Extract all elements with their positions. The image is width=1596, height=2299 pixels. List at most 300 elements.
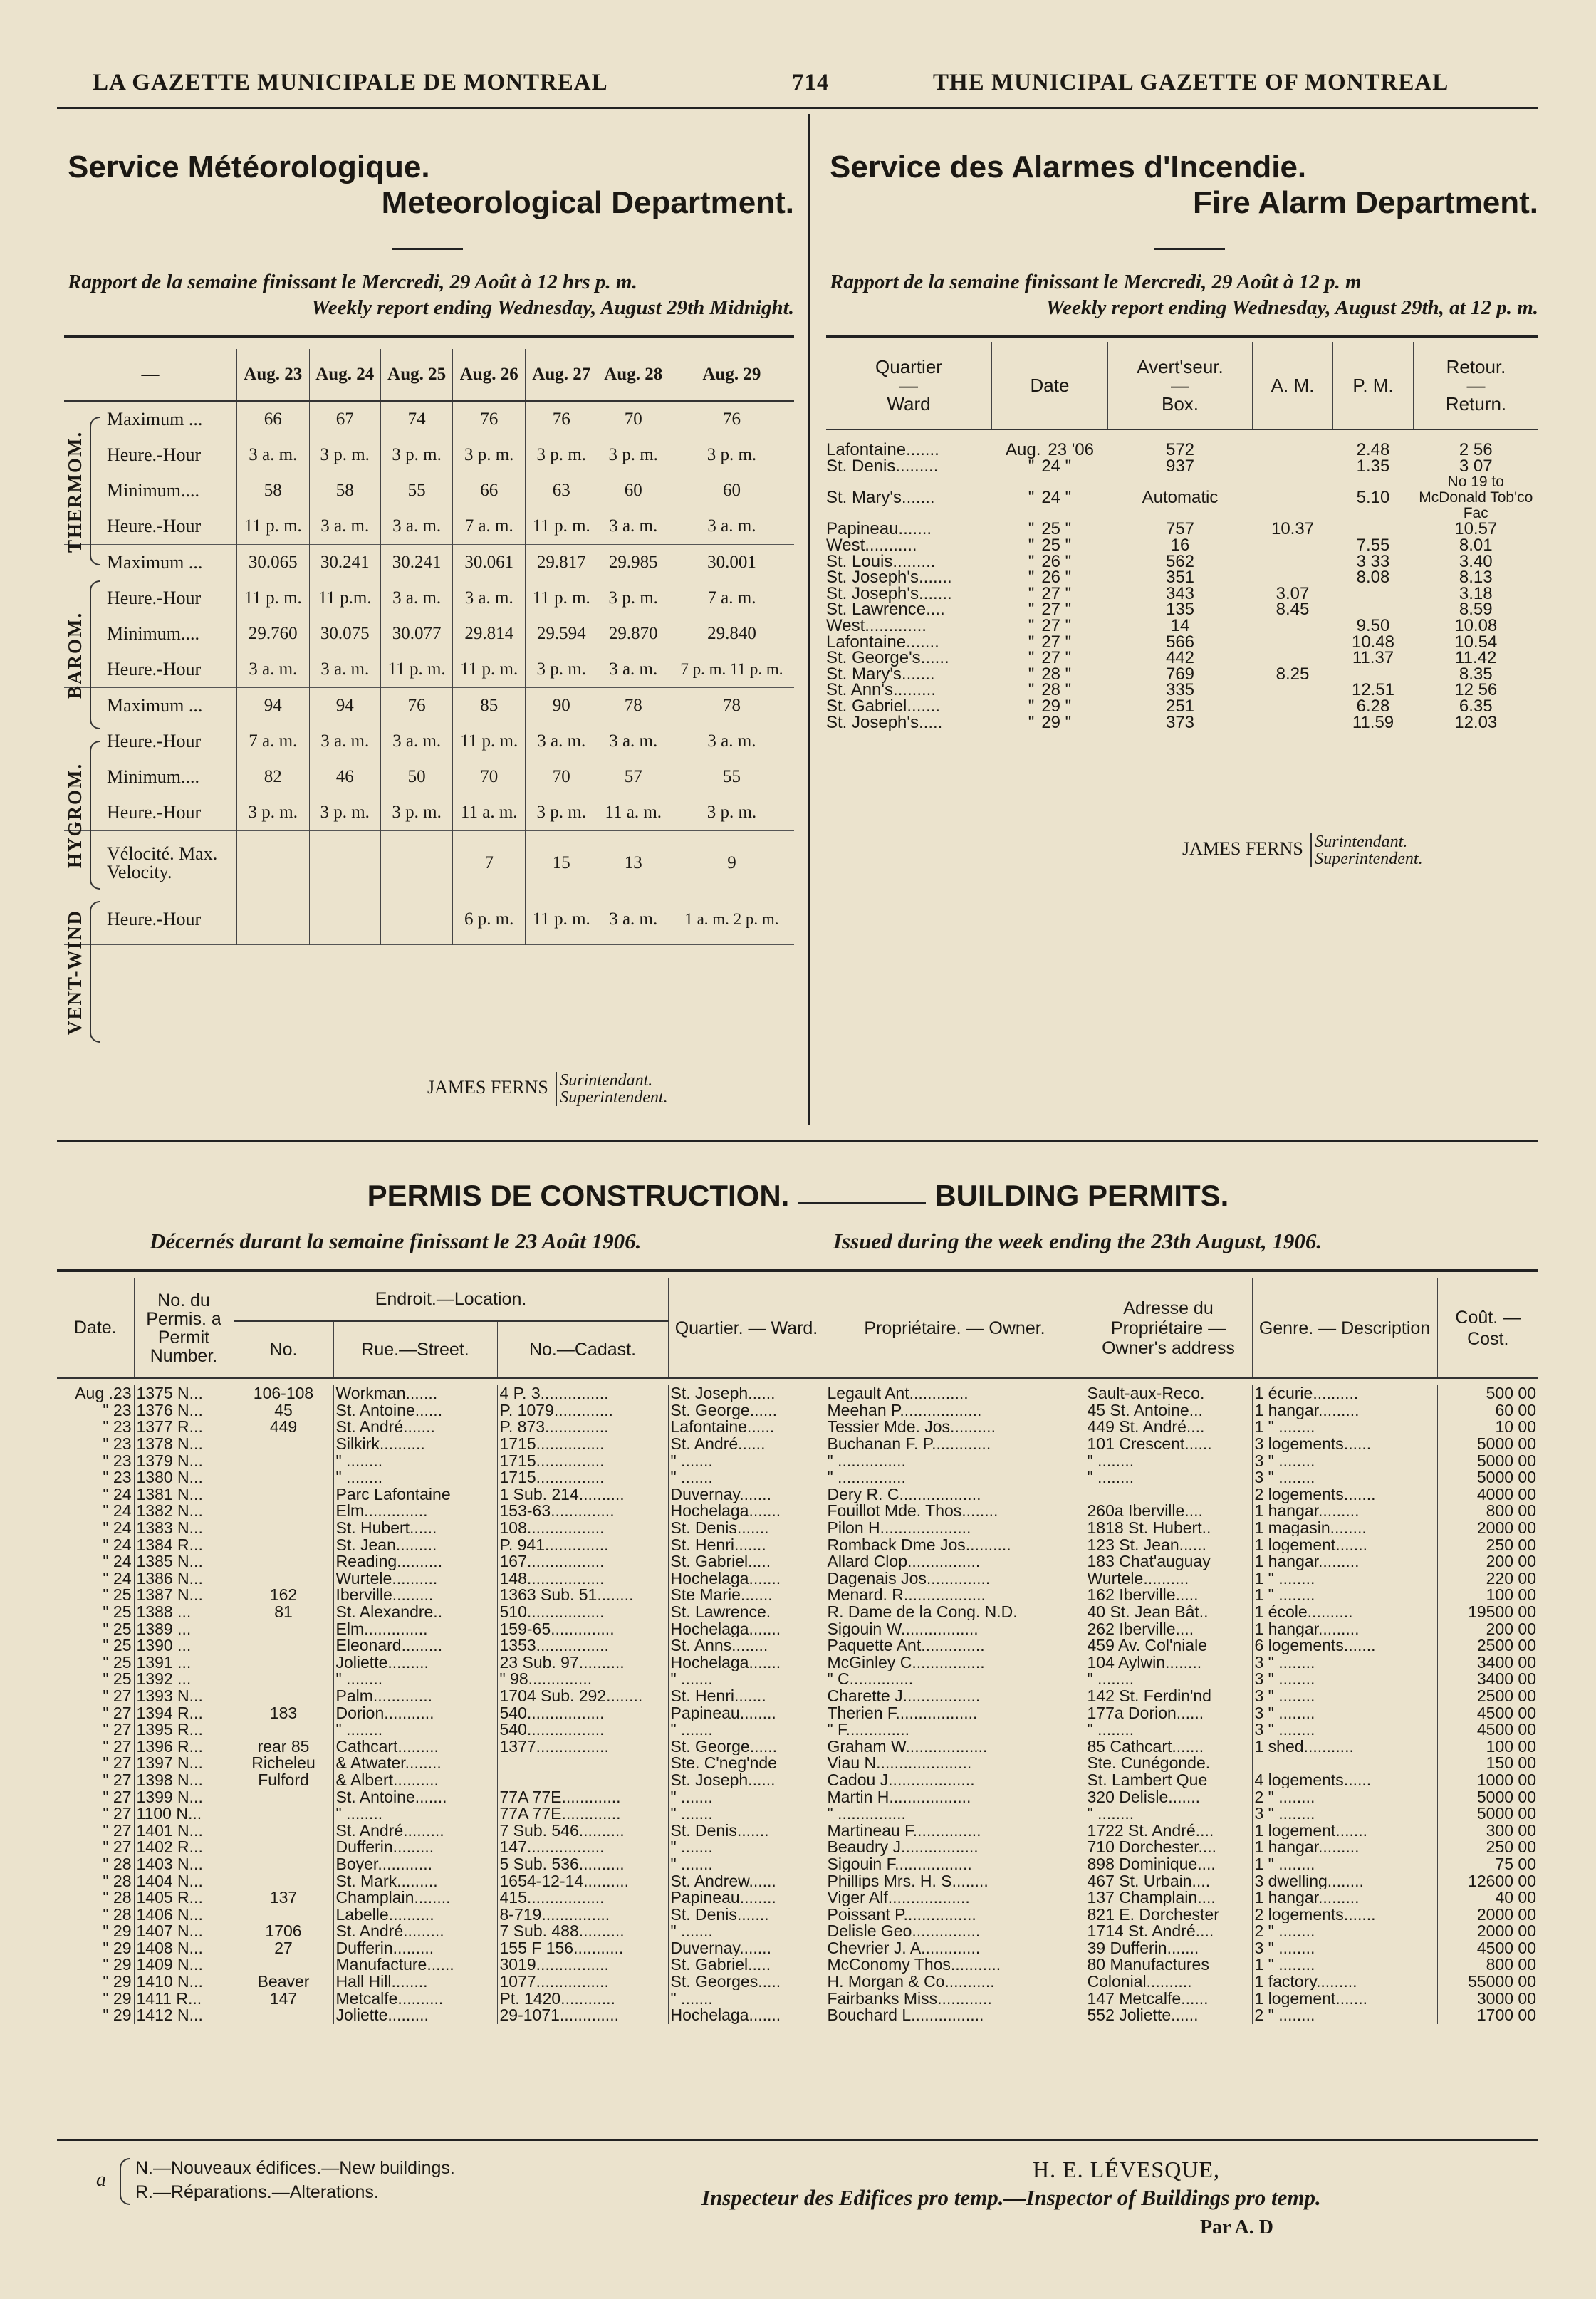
fire-title-fr: Service des Alarmes d'Incendie. bbox=[830, 150, 1307, 184]
permit-number: 1391 ... bbox=[134, 1654, 234, 1672]
permit-address: 183 Chat'auguay bbox=[1085, 1553, 1252, 1570]
meteo-row bbox=[64, 437, 794, 473]
permit-owner: Allard Clop................ bbox=[825, 1553, 1085, 1570]
fire-am: 8.45 bbox=[1276, 600, 1310, 620]
permit-row bbox=[57, 1974, 1538, 1991]
fire-box: 566 bbox=[1165, 632, 1195, 652]
meteo-cell: 3 p. m. bbox=[237, 795, 310, 831]
fire-date-day: 26 " bbox=[1041, 568, 1072, 588]
meteo-cell: 29.760 bbox=[237, 616, 310, 652]
permit-ward: St. Gabriel..... bbox=[668, 1956, 825, 1974]
permit-street: Labelle.......... bbox=[333, 1906, 497, 1923]
permit-date: " 25 bbox=[103, 1671, 132, 1688]
permit-date: " 28 bbox=[103, 1872, 132, 1889]
permit-cost: 220 00 bbox=[1437, 1570, 1538, 1588]
fire-return: 2 56 bbox=[1459, 440, 1493, 460]
fire-date-day: 25 " bbox=[1041, 536, 1072, 556]
permit-street: Parc Lafontaine bbox=[333, 1486, 497, 1503]
fire-am bbox=[1253, 618, 1333, 635]
permits-head-cadast: No.—Cadast. bbox=[497, 1321, 668, 1378]
permit-description: 1 hangar......... bbox=[1252, 1402, 1437, 1419]
permit-street: Manufacture...... bbox=[333, 1956, 497, 1974]
meteo-cell bbox=[380, 831, 453, 895]
permit-ward: " ....... bbox=[668, 1839, 825, 1856]
inspector-name: H. E. LÉVESQUE, bbox=[1033, 2157, 1220, 2182]
permit-row bbox=[57, 1906, 1538, 1923]
permit-cadast: 153-63.............. bbox=[497, 1503, 668, 1520]
permit-number: 1406 N... bbox=[134, 1906, 234, 1923]
column-divider bbox=[808, 114, 810, 1125]
permit-street: Dufferin......... bbox=[333, 1839, 497, 1856]
permit-cost: 200 00 bbox=[1437, 1553, 1538, 1570]
permit-cadast: 77A 77E............. bbox=[497, 1805, 668, 1823]
permit-cadast: 7 Sub. 546.......... bbox=[497, 1822, 668, 1839]
permit-row bbox=[57, 1385, 1538, 1402]
permit-owner: McGinley C................ bbox=[825, 1654, 1085, 1672]
meteo-cell: 30.065 bbox=[237, 545, 310, 581]
meteo-row-label: Heure.-Hour bbox=[107, 444, 202, 465]
permit-number: 1408 N... bbox=[134, 1940, 234, 1957]
fire-am: 10.37 bbox=[1271, 519, 1315, 539]
fire-ward: West........... bbox=[826, 536, 917, 556]
permit-description: 1 " ........ bbox=[1252, 1956, 1437, 1974]
permit-row bbox=[57, 1738, 1538, 1755]
meteo-cell bbox=[237, 895, 310, 945]
meteo-row-label: Minimum.... bbox=[107, 480, 200, 501]
permit-owner: " ............... bbox=[825, 1469, 1085, 1486]
fire-box: 135 bbox=[1165, 600, 1195, 620]
permit-owner: Pilon H.................... bbox=[825, 1520, 1085, 1537]
meteo-cell: 30.241 bbox=[309, 545, 380, 581]
permit-cadast: 1715............... bbox=[497, 1436, 668, 1453]
fire-date-day: 29 " bbox=[1041, 712, 1072, 732]
meteo-cell: 29.817 bbox=[526, 545, 598, 581]
permit-owner: Delisle Geo............... bbox=[825, 1923, 1085, 1940]
fire-date-month: " bbox=[1028, 551, 1035, 571]
fire-ward-en: Ward bbox=[887, 393, 931, 415]
permit-street: Eleonard......... bbox=[333, 1637, 497, 1654]
fire-row bbox=[826, 474, 1538, 521]
permit-date: " 23 bbox=[103, 1402, 132, 1419]
permit-row bbox=[57, 1419, 1538, 1436]
permit-owner: Bouchard L................ bbox=[825, 2007, 1085, 2024]
meteo-signature-name: JAMES FERNS bbox=[427, 1076, 548, 1098]
fire-row bbox=[826, 618, 1538, 635]
fire-date-day: 29 " bbox=[1041, 697, 1072, 716]
permit-date: " 25 bbox=[103, 1620, 132, 1637]
fire-ward: St. Joseph's....... bbox=[826, 568, 952, 588]
meteo-signature bbox=[427, 1072, 668, 1106]
permit-description: 3 " ........ bbox=[1252, 1940, 1437, 1957]
permit-cadast: 23 Sub. 97.......... bbox=[497, 1654, 668, 1672]
permit-address: 147 Metcalfe...... bbox=[1085, 1990, 1252, 2007]
meteo-group-brace bbox=[90, 901, 100, 1043]
fire-date-month: " bbox=[1028, 519, 1035, 539]
permit-cadast: 1 Sub. 214.......... bbox=[497, 1486, 668, 1503]
permit-date: " 27 bbox=[103, 1771, 132, 1789]
permit-street: " ........ bbox=[333, 1671, 497, 1688]
fire-table-rule bbox=[826, 335, 1538, 338]
permit-street: St. Antoine....... bbox=[333, 1788, 497, 1805]
permit-cost: 150 00 bbox=[1437, 1755, 1538, 1772]
permit-address: St. Lambert Que bbox=[1085, 1772, 1252, 1789]
meteo-row bbox=[64, 473, 794, 509]
permit-description: 1 hangar......... bbox=[1252, 1503, 1437, 1520]
meteo-cell: 46 bbox=[309, 759, 380, 795]
meteo-cell: 60 bbox=[598, 473, 669, 509]
meteo-cell: 7 a. m. bbox=[237, 724, 310, 759]
permit-number: 1411 R... bbox=[134, 1990, 234, 2007]
permit-cadast: 415................. bbox=[497, 1889, 668, 1907]
meteo-cell: 11 p. m. bbox=[453, 724, 526, 759]
permit-cadast: 148................. bbox=[497, 1570, 668, 1588]
fire-ward: Lafontaine....... bbox=[826, 632, 939, 652]
fire-pm: 6.28 bbox=[1356, 697, 1390, 716]
fire-date bbox=[992, 474, 1108, 521]
fire-am bbox=[1253, 459, 1333, 475]
permit-no bbox=[234, 1872, 333, 1889]
meteo-cell: 29.840 bbox=[669, 616, 794, 652]
permit-owner: Viau N..................... bbox=[825, 1755, 1085, 1772]
permit-date: " 27 bbox=[103, 1721, 132, 1738]
permit-number: 1380 N... bbox=[134, 1469, 234, 1486]
fire-date-month: " bbox=[1028, 664, 1035, 684]
fire-am bbox=[1253, 538, 1333, 554]
permit-date: " 29 bbox=[103, 1923, 132, 1940]
permit-description: 1 écurie.......... bbox=[1252, 1385, 1437, 1402]
permit-cost: 5000 00 bbox=[1437, 1805, 1538, 1823]
permits-title-bar bbox=[0, 1179, 1596, 1213]
permit-ward: Papineau........ bbox=[668, 1889, 825, 1907]
permit-ward: St. Joseph...... bbox=[668, 1385, 825, 1402]
permit-number: 1403 N... bbox=[134, 1856, 234, 1873]
permit-description: 3 " ........ bbox=[1252, 1805, 1437, 1823]
fire-box: 572 bbox=[1165, 440, 1195, 460]
permit-no bbox=[234, 1805, 333, 1823]
permit-ward: " ....... bbox=[668, 1990, 825, 2007]
meteo-cell: 11 p. m. bbox=[237, 580, 310, 616]
fire-return: 3 07 bbox=[1459, 456, 1493, 476]
meteo-cell: 3 a. m. bbox=[669, 509, 794, 545]
fire-box: 335 bbox=[1165, 680, 1195, 700]
fire-date-month: " bbox=[1028, 616, 1035, 636]
permit-cost: 4500 00 bbox=[1437, 1940, 1538, 1957]
meteo-cell: 3 p. m. bbox=[380, 437, 453, 473]
permit-address: 142 St. Ferdin'nd bbox=[1085, 1688, 1252, 1705]
permit-date: Aug .23 bbox=[75, 1385, 132, 1402]
permit-date: " 24 bbox=[103, 1503, 132, 1520]
permit-row bbox=[57, 1620, 1538, 1637]
fire-ward: Lafontaine....... bbox=[826, 440, 939, 460]
permit-description: 2 " ........ bbox=[1252, 1923, 1437, 1940]
fire-am bbox=[1253, 442, 1333, 459]
permit-ward: " ....... bbox=[668, 1856, 825, 1873]
permit-cost: 2000 00 bbox=[1437, 1906, 1538, 1923]
permit-ward: Hochelaga....... bbox=[668, 1654, 825, 1672]
permit-date: " 29 bbox=[103, 1939, 132, 1957]
permit-number: 1386 N... bbox=[134, 1570, 234, 1588]
meteo-cell: 3 p. m. bbox=[453, 437, 526, 473]
permit-no: 106-108 bbox=[234, 1385, 333, 1402]
meteo-row-label: Maximum ... bbox=[107, 409, 203, 429]
permit-no bbox=[234, 1856, 333, 1873]
permit-address bbox=[1085, 1486, 1252, 1503]
permit-owner: Fairbanks Miss............ bbox=[825, 1990, 1085, 2007]
fire-pm: 12.51 bbox=[1351, 680, 1395, 700]
meteo-row bbox=[64, 724, 794, 759]
permit-no bbox=[234, 1570, 333, 1588]
permit-address: 320 Delisle....... bbox=[1085, 1788, 1252, 1805]
permit-owner: Therien F.................. bbox=[825, 1704, 1085, 1721]
permit-street: Boyer............ bbox=[333, 1856, 497, 1873]
meteo-col: Aug. 28 bbox=[598, 349, 669, 401]
meteo-cell: 3 p. m. bbox=[526, 437, 598, 473]
fire-date-day: 27 " bbox=[1041, 583, 1072, 603]
permit-ward: St. Lawrence. bbox=[668, 1604, 825, 1621]
meteo-title-fr: Service Météorologique. bbox=[68, 150, 430, 184]
permit-no bbox=[234, 1654, 333, 1672]
footnote-brace bbox=[120, 2158, 130, 2205]
permit-cost: 5000 00 bbox=[1437, 1436, 1538, 1453]
permit-address: Sault-aux-Reco. bbox=[1085, 1385, 1252, 1402]
permit-number: 1404 N... bbox=[134, 1872, 234, 1889]
permit-ward: " ....... bbox=[668, 1788, 825, 1805]
permit-cadast: 4 P. 3............... bbox=[497, 1385, 668, 1402]
permit-description: 3 " ........ bbox=[1252, 1452, 1437, 1469]
permit-ward: Duvernay....... bbox=[668, 1940, 825, 1957]
permit-date: " 27 bbox=[103, 1755, 132, 1772]
permit-cadast: 167................. bbox=[497, 1553, 668, 1570]
fire-return: 8.13 bbox=[1459, 568, 1493, 588]
permit-date: " 23 bbox=[103, 1435, 132, 1453]
permit-row bbox=[57, 1486, 1538, 1503]
fire-return: No 19 to McDonald Tob'co Fac bbox=[1419, 474, 1533, 522]
fire-pm: 11.59 bbox=[1352, 712, 1394, 732]
permit-street: Wurtele.......... bbox=[333, 1570, 497, 1588]
fire-box-en: Box. bbox=[1161, 393, 1199, 415]
meteo-cell: 13 bbox=[598, 831, 669, 895]
meteo-cell: 3 p. m. bbox=[526, 652, 598, 688]
fire-date-day: 25 " bbox=[1041, 519, 1072, 539]
permit-cost: 55000 00 bbox=[1437, 1974, 1538, 1991]
permit-cost: 5000 00 bbox=[1437, 1452, 1538, 1469]
permit-street: Palm............. bbox=[333, 1688, 497, 1705]
fire-pm: 5.10 bbox=[1356, 488, 1390, 508]
permit-description: 1 " ........ bbox=[1252, 1419, 1437, 1436]
permit-owner: Meehan P.................. bbox=[825, 1402, 1085, 1419]
permit-owner: Sigouin W................. bbox=[825, 1620, 1085, 1637]
permit-number: 1393 N... bbox=[134, 1688, 234, 1705]
permit-street: St. Hubert...... bbox=[333, 1520, 497, 1537]
meteo-group-label: HYGROM. bbox=[64, 762, 85, 869]
meteo-cell: 11 p. m. bbox=[453, 652, 526, 688]
permit-cadast: 1377................ bbox=[497, 1738, 668, 1755]
permit-no bbox=[234, 1536, 333, 1553]
meteo-report-fr: Rapport de la semaine finissant le Mercredi, 29 Août à 12 hrs p. m. bbox=[68, 271, 637, 293]
permits-head-no: No. bbox=[234, 1321, 333, 1378]
permit-no: Richeleu bbox=[234, 1755, 333, 1772]
permit-address: 1818 St. Hubert.. bbox=[1085, 1520, 1252, 1537]
permit-date: " 25 bbox=[103, 1587, 132, 1604]
permit-number: 1392 ... bbox=[134, 1671, 234, 1688]
permit-street: Reading.......... bbox=[333, 1553, 497, 1570]
meteo-cell: 3 a. m. bbox=[380, 509, 453, 545]
permit-date: " 25 bbox=[103, 1637, 132, 1654]
permit-address: Ste. Cunégonde. bbox=[1085, 1755, 1252, 1772]
fire-box: 16 bbox=[1170, 536, 1190, 556]
fire-date bbox=[992, 699, 1108, 715]
permit-address: " ........ bbox=[1085, 1671, 1252, 1688]
permit-description bbox=[1252, 1755, 1437, 1772]
permit-no: 147 bbox=[234, 1990, 333, 2007]
fire-head-return bbox=[1414, 342, 1539, 429]
permit-number: 1378 N... bbox=[134, 1436, 234, 1453]
permit-description: 1 shed........... bbox=[1252, 1738, 1437, 1755]
permit-cost: 300 00 bbox=[1437, 1822, 1538, 1839]
fire-box: 757 bbox=[1165, 519, 1195, 539]
permit-cost: 19500 00 bbox=[1437, 1604, 1538, 1621]
permit-no bbox=[234, 1553, 333, 1570]
meteo-row-label: Heure.-Hour bbox=[107, 802, 202, 823]
running-header-left: LA GAZETTE MUNICIPALE DE MONTREAL bbox=[93, 70, 608, 95]
meteo-sig-en: Superintendent. bbox=[560, 1088, 668, 1107]
meteo-cell: 29.870 bbox=[598, 616, 669, 652]
permit-address: " ........ bbox=[1085, 1721, 1252, 1738]
meteo-cell: 3 p. m. bbox=[526, 795, 598, 831]
meteo-cell: 3 a. m. bbox=[453, 580, 526, 616]
permit-owner: H. Morgan & Co........... bbox=[825, 1974, 1085, 1991]
permit-cadast: " 98.............. bbox=[497, 1671, 668, 1688]
permit-description: 4 logements...... bbox=[1252, 1772, 1437, 1789]
permit-owner: " ............... bbox=[825, 1452, 1085, 1469]
meteo-cell: 3 a. m. bbox=[237, 652, 310, 688]
fire-ward: Papineau....... bbox=[826, 519, 932, 539]
meteo-cell: 11 p. m. bbox=[380, 652, 453, 688]
fire-return: 8.35 bbox=[1459, 664, 1493, 684]
meteo-cell: 3 a. m. bbox=[598, 509, 669, 545]
permits-head-genre: Genre. — Description bbox=[1252, 1278, 1437, 1378]
permit-number: 1100 N... bbox=[134, 1805, 234, 1823]
permit-no bbox=[234, 1906, 333, 1923]
meteo-row bbox=[64, 401, 794, 437]
permit-description: 2 logements....... bbox=[1252, 1486, 1437, 1503]
permit-no: Fulford bbox=[234, 1772, 333, 1789]
meteo-group-brace bbox=[90, 417, 100, 565]
meteo-col: Aug. 27 bbox=[526, 349, 598, 401]
permit-cost: 5000 00 bbox=[1437, 1469, 1538, 1486]
permit-row bbox=[57, 1688, 1538, 1705]
permit-address: 260a Iberville.... bbox=[1085, 1503, 1252, 1520]
permit-ward: St. Anns........ bbox=[668, 1637, 825, 1654]
fire-date-month: " bbox=[1028, 697, 1035, 716]
fire-pm bbox=[1333, 586, 1414, 603]
permit-number: 1376 N... bbox=[134, 1402, 234, 1419]
permit-cost: 100 00 bbox=[1437, 1587, 1538, 1604]
permit-number: 1397 N... bbox=[134, 1755, 234, 1772]
fire-return: 12.03 bbox=[1454, 712, 1498, 732]
permit-date: " 28 bbox=[103, 1855, 132, 1873]
permit-row bbox=[57, 1923, 1538, 1940]
permit-street: St. Jean......... bbox=[333, 1536, 497, 1553]
permit-cadast: 540................. bbox=[497, 1704, 668, 1721]
permit-address: 123 St. Jean...... bbox=[1085, 1536, 1252, 1553]
fire-ward: West............. bbox=[826, 616, 927, 636]
permit-cost: 2500 00 bbox=[1437, 1637, 1538, 1654]
permit-street: St. André......... bbox=[333, 1822, 497, 1839]
permits-rule bbox=[57, 1269, 1538, 1272]
meteo-cell: 60 bbox=[669, 473, 794, 509]
permit-cost: 4000 00 bbox=[1437, 1486, 1538, 1503]
permit-ward: Hochelaga....... bbox=[668, 2007, 825, 2024]
fire-ward: St. Louis......... bbox=[826, 551, 936, 571]
permit-owner: McConomy Thos........... bbox=[825, 1956, 1085, 1974]
fire-box: 373 bbox=[1165, 712, 1195, 732]
meteo-cell: 3 a. m. bbox=[669, 724, 794, 759]
permit-address: 45 St. Antoine... bbox=[1085, 1402, 1252, 1419]
meteo-cell bbox=[309, 831, 380, 895]
permit-street: Dorion........... bbox=[333, 1704, 497, 1721]
meteo-cell: 7 p. m. 11 p. m. bbox=[669, 652, 794, 688]
meteo-row bbox=[64, 688, 794, 724]
permits-head-date: Date. bbox=[57, 1278, 134, 1378]
permit-row bbox=[57, 1856, 1538, 1873]
meteo-cell: 3 a. m. bbox=[380, 724, 453, 759]
permit-number: 1398 N... bbox=[134, 1772, 234, 1789]
permit-no: Beaver bbox=[234, 1974, 333, 1991]
meteo-row-label: Maximum ... bbox=[107, 695, 203, 716]
permits-title-en: BUILDING PERMITS. bbox=[934, 1179, 1229, 1212]
meteo-cell bbox=[237, 831, 310, 895]
meteo-cell: 85 bbox=[453, 688, 526, 724]
fire-title-rule bbox=[1154, 248, 1225, 250]
permit-address: 459 Av. Col'niale bbox=[1085, 1637, 1252, 1654]
fire-box: Automatic bbox=[1142, 488, 1219, 508]
permit-street: St. Alexandre.. bbox=[333, 1604, 497, 1621]
permit-row bbox=[57, 1704, 1538, 1721]
permit-row bbox=[57, 1755, 1538, 1772]
inspector-par: Par A. D bbox=[1200, 2216, 1273, 2238]
permit-number: 1385 N... bbox=[134, 1553, 234, 1570]
permit-cost: 2000 00 bbox=[1437, 1923, 1538, 1940]
fire-box: 343 bbox=[1165, 583, 1195, 603]
fire-return: 10.08 bbox=[1454, 616, 1498, 636]
meteo-cell: 55 bbox=[380, 473, 453, 509]
fire-date-day: 24 " bbox=[1041, 488, 1072, 508]
fire-date-month: " bbox=[1028, 568, 1035, 588]
permit-owner: Fouillot Mde. Thos........ bbox=[825, 1503, 1085, 1520]
permit-cost: 1700 00 bbox=[1437, 2007, 1538, 2024]
meteo-title-en: Meteorological Department. bbox=[381, 185, 794, 220]
fire-head-pm: P. M. bbox=[1333, 342, 1414, 429]
permit-cost: 250 00 bbox=[1437, 1536, 1538, 1553]
permit-row bbox=[57, 1570, 1538, 1588]
permit-date: " 27 bbox=[103, 1704, 132, 1721]
permit-row bbox=[57, 1469, 1538, 1486]
permit-date: " 23 bbox=[103, 1419, 132, 1436]
permit-ward: St. Henri....... bbox=[668, 1688, 825, 1705]
permit-ward: " ....... bbox=[668, 1923, 825, 1940]
meteo-cell: 74 bbox=[380, 401, 453, 437]
permit-address: 104 Aylwin........ bbox=[1085, 1654, 1252, 1672]
permit-description: 1 " ........ bbox=[1252, 1856, 1437, 1873]
permit-description: 2 logements....... bbox=[1252, 1906, 1437, 1923]
permit-cadast: 3019................ bbox=[497, 1956, 668, 1974]
permit-cost: 200 00 bbox=[1437, 1620, 1538, 1637]
permit-address: 1722 St. André.... bbox=[1085, 1822, 1252, 1839]
permit-no: 183 bbox=[234, 1704, 333, 1721]
fire-report-en: Weekly report ending Wednesday, August 29th, at 12 p. m. bbox=[1045, 296, 1538, 319]
permit-row bbox=[57, 1520, 1538, 1537]
